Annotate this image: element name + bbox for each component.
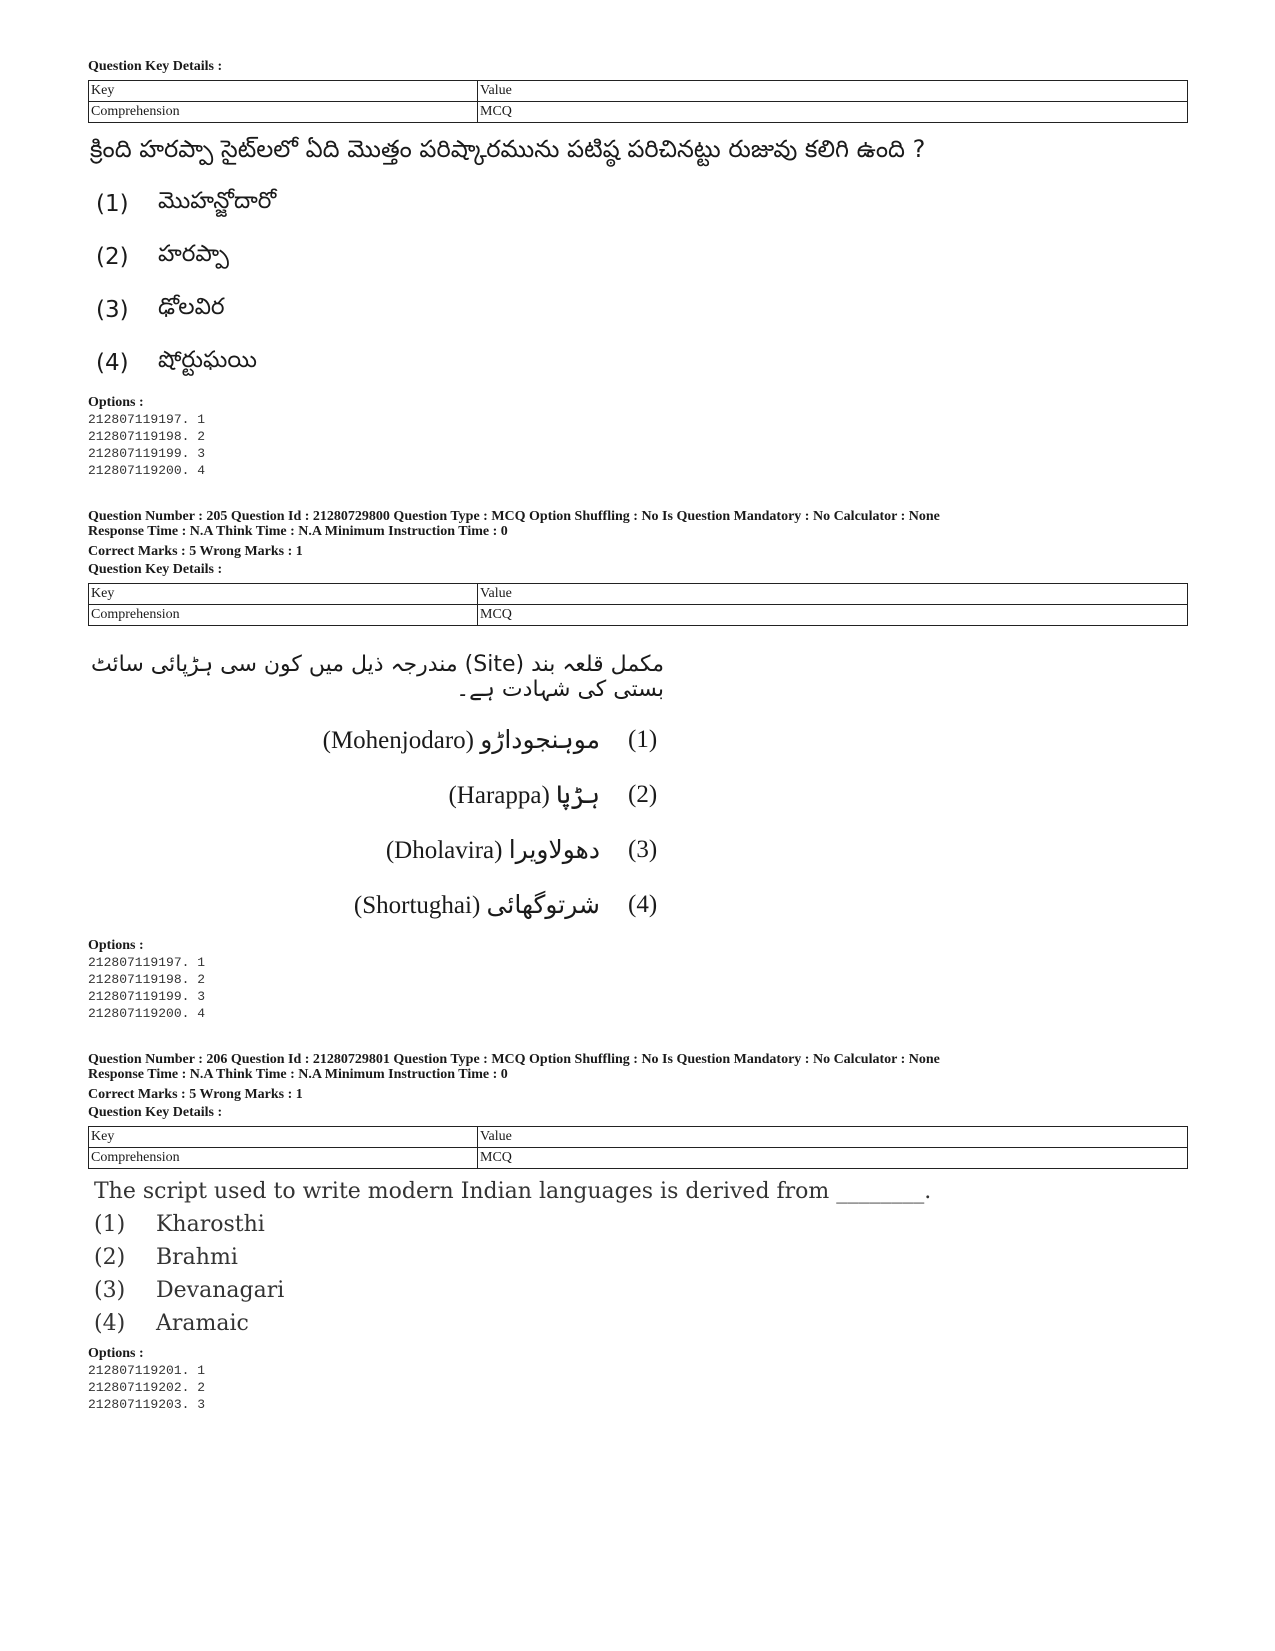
- option-number: (3): [628, 835, 658, 863]
- option-text: మొహన్జోదారో: [158, 187, 277, 214]
- option-number: (4): [96, 349, 129, 376]
- option-number: (1): [94, 1212, 126, 1237]
- table-cell-key: Comprehension: [89, 1148, 478, 1169]
- option-text: Kharosthi: [156, 1212, 265, 1237]
- option-number: (4): [628, 890, 658, 918]
- option-id: 212807119201. 1: [88, 1363, 206, 1378]
- question-block-telugu: [88, 58, 1188, 479]
- option-id: 212807119198. 2: [88, 429, 206, 444]
- option-item: [88, 336, 1188, 389]
- question-block-english: [88, 1052, 1188, 1413]
- table-header-value: Value: [478, 584, 1188, 605]
- option-item: [88, 1307, 1188, 1340]
- option-id: 212807119199. 3: [88, 989, 206, 1004]
- option-item: [88, 177, 1188, 230]
- table-cell-value: MCQ: [478, 1148, 1188, 1169]
- option-id: 212807119197. 1: [88, 412, 206, 427]
- option-text: (Shortughai) شرتوگھائی: [353, 891, 600, 919]
- key-details-label: Question Key Details :: [88, 59, 223, 74]
- question-block-urdu: [88, 509, 1188, 1022]
- table-header-key: Key: [89, 81, 478, 102]
- option-id: 212807119200. 4: [88, 463, 206, 478]
- option-item: [88, 712, 664, 767]
- question-paper-page: [88, 58, 1188, 1413]
- option-text: (Dholavira) دھولاویرا: [385, 836, 600, 864]
- option-item: [88, 230, 1188, 283]
- option-item: [88, 1208, 1188, 1241]
- table-header-value: Value: [478, 81, 1188, 102]
- option-text: (Harappa) ہڑپا: [448, 781, 600, 809]
- question-text: مندرجہ ذیل میں کون سی ہڑپائی سائٹ (Site) مکمل قلعہ بند بستی کی شہادت ہے۔: [90, 652, 664, 702]
- option-item: [88, 767, 664, 822]
- option-id: 212807119199. 3: [88, 446, 206, 461]
- option-text: Brahmi: [156, 1245, 238, 1270]
- option-text: ఢోలవిర: [158, 293, 225, 320]
- option-id: 212807119197. 1: [88, 955, 206, 970]
- option-number: (2): [96, 243, 129, 270]
- option-text: Aramaic: [156, 1311, 249, 1336]
- question-timing: Response Time : N.A Think Time : N.A Minimum Instruction Time : 0: [88, 524, 508, 539]
- question-text: The script used to write modern Indian languages is derived from ________.: [94, 1179, 932, 1204]
- option-text: షోర్టుఘయి: [158, 346, 257, 373]
- option-id: 212807119202. 2: [88, 1380, 206, 1395]
- option-id: 212807119198. 2: [88, 972, 206, 987]
- option-text: (Mohenjodaro) موہنجوداڑو: [322, 726, 600, 754]
- table-cell-key: Comprehension: [89, 605, 478, 626]
- key-value-table: [88, 80, 1188, 123]
- table-header-key: Key: [89, 584, 478, 605]
- option-number: (1): [628, 725, 658, 753]
- table-cell-value: MCQ: [478, 102, 1188, 123]
- option-item: [88, 1241, 1188, 1274]
- option-number: (2): [628, 780, 658, 808]
- option-item: [88, 877, 664, 932]
- question-marks: Correct Marks : 5 Wrong Marks : 1: [88, 1087, 303, 1102]
- option-id: 212807119200. 4: [88, 1006, 206, 1021]
- key-value-table: [88, 1126, 1188, 1169]
- option-number: (1): [96, 190, 129, 217]
- key-details-label: Question Key Details :: [88, 1105, 223, 1120]
- key-value-table: [88, 583, 1188, 626]
- option-item: [88, 283, 1188, 336]
- question-timing: Response Time : N.A Think Time : N.A Minimum Instruction Time : 0: [88, 1067, 508, 1082]
- option-text: Devanagari: [156, 1278, 285, 1303]
- option-number: (2): [94, 1245, 126, 1270]
- table-cell-value: MCQ: [478, 605, 1188, 626]
- options-label: Options :: [88, 1346, 144, 1361]
- question-meta: Question Number : 206 Question Id : 21280729801 Question Type : MCQ Option Shuffling : No Is Question Mandatory : No Calculator : None: [88, 1052, 940, 1067]
- options-label: Options :: [88, 938, 144, 953]
- table-cell-key: Comprehension: [89, 102, 478, 123]
- table-header-value: Value: [478, 1127, 1188, 1148]
- option-item: [88, 822, 664, 877]
- option-number: (3): [94, 1278, 126, 1303]
- option-item: [88, 1274, 1188, 1307]
- question-marks: Correct Marks : 5 Wrong Marks : 1: [88, 544, 303, 559]
- option-text: హరప్పా: [158, 240, 229, 267]
- option-id: 212807119203. 3: [88, 1397, 206, 1412]
- option-number: (3): [96, 296, 129, 323]
- question-text: క్రింది హరప్పా సైట్‌లలో ఏది మొత్తం పరిష్కారమును పటిష్ఠ పరిచినట్టు రుజువు కలిగి ఉంది ?: [90, 135, 926, 163]
- options-label: Options :: [88, 395, 144, 410]
- table-header-key: Key: [89, 1127, 478, 1148]
- key-details-label: Question Key Details :: [88, 562, 223, 577]
- question-meta: Question Number : 205 Question Id : 21280729800 Question Type : MCQ Option Shuffling : No Is Question Mandatory : No Calculator : None: [88, 509, 940, 524]
- option-number: (4): [94, 1311, 126, 1336]
